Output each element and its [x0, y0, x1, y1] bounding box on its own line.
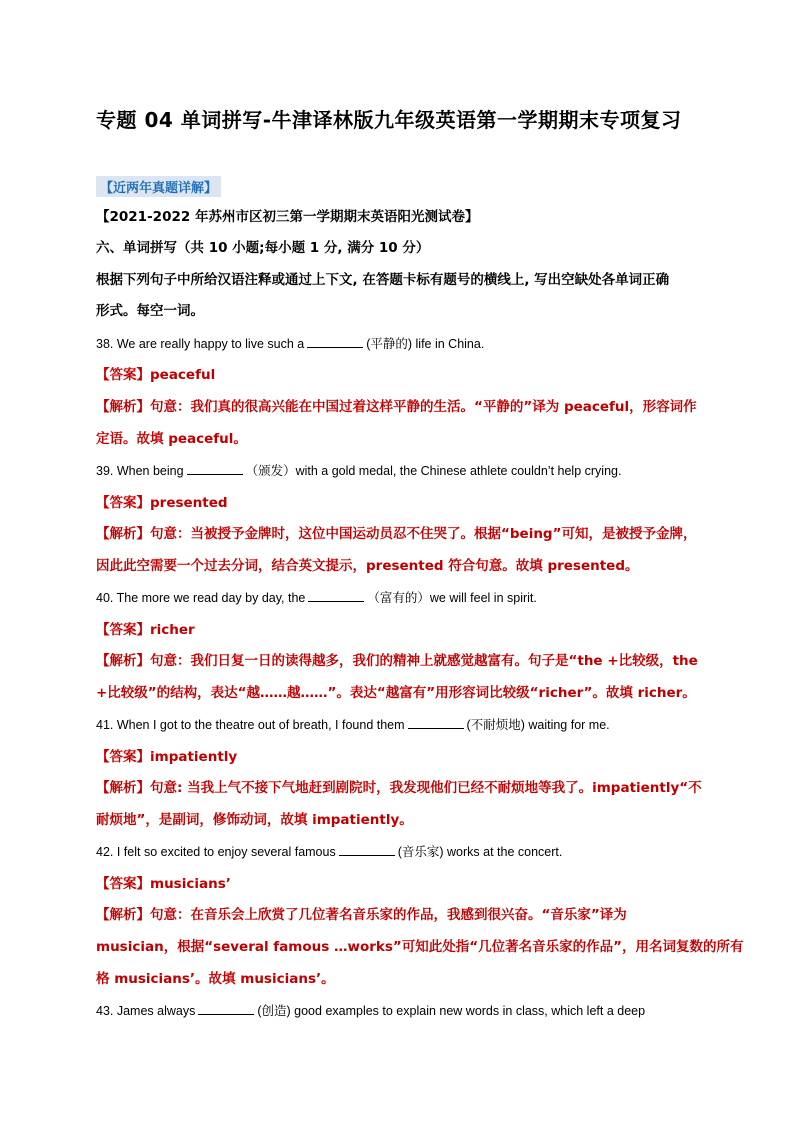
analysis-39-line-1: 【解析】句意：当被授予金牌时，这位中国运动员忍不住哭了。根据“being”可知，是被授予金牌，: [96, 526, 697, 542]
question-text-after: (创造) good examples to explain new words in class, which left a deep: [257, 1004, 646, 1018]
question-text-before: 38. We are really happy to live such a: [96, 337, 305, 351]
part-heading: 六、单词拼写（共 10 小题;每小题 1 分, 满分 10 分）: [96, 240, 430, 256]
question-text-after: （颁发）with a gold medal, the Chinese athlete couldn’t help crying.: [245, 464, 622, 478]
answer-blank: [187, 462, 243, 475]
analysis-40-line-1: 【解析】句意：我们日复一日的读得越多，我们的精神上就感觉越富有。句子是“the +比较级，the: [96, 653, 698, 669]
answer-38: 【答案】peaceful: [96, 367, 216, 383]
question-text-before: 42. I felt so excited to enjoy several famous: [96, 845, 336, 859]
document-title: 专题 04 单词拼写-牛津译林版九年级英语第一学期期末专项复习: [96, 108, 682, 132]
answer-blank: [308, 589, 364, 602]
analysis-38-line-1: 【解析】句意：我们真的很高兴能在中国过着这样平静的生活。“平静的”译为 peaceful，形容词作: [96, 399, 697, 415]
question-text-before: 41. When I got to the theatre out of breath, I found them: [96, 718, 405, 732]
answer-blank: [339, 843, 395, 856]
analysis-42-line-2: musician，根据“several famous …works”可知此处指“几位著名音乐家的作品”，用名词复数的所有: [96, 939, 744, 955]
question-text-after: (音乐家) works at the concert.: [397, 845, 563, 859]
question-text-before: 39. When being: [96, 464, 184, 478]
question-41: [96, 710, 708, 741]
answer-blank: [307, 335, 363, 348]
answer-41: 【答案】impatiently: [96, 749, 238, 765]
analysis-38-line-2: 定语。故填 peaceful。: [96, 431, 247, 447]
exam-title: 【2021-2022 年苏州市区初三第一学期期末英语阳光测试卷】: [96, 209, 479, 225]
question-42: [96, 837, 708, 868]
analysis-41-line-1: 【解析】句意: 当我上气不接下气地赶到剧院时，我发现他们已经不耐烦地等我了。impatiently“不: [96, 780, 702, 796]
instructions-line-1: 根据下列句子中所给汉语注释或通过上下文, 在答题卡标有题号的横线上, 写出空缺处各单词正确: [96, 272, 670, 288]
question-text-after: (平静的) life in China.: [366, 337, 485, 351]
answer-40: 【答案】richer: [96, 622, 195, 638]
question-text-after: (不耐烦地) waiting for me.: [466, 718, 610, 732]
question-text-before: 43. James always: [96, 1004, 196, 1018]
analysis-41-line-2: 耐烦地”，是副词，修饰动词，故填 impatiently。: [96, 812, 413, 828]
answer-42: 【答案】musicians’: [96, 876, 231, 892]
analysis-42-line-1: 【解析】句意：在音乐会上欣赏了几位著名音乐家的作品，我感到很兴奋。“音乐家”译为: [96, 907, 627, 923]
question-text-after: （富有的）we will feel in spirit.: [367, 591, 537, 605]
instructions-line-2: 形式。每空一词。: [96, 303, 204, 319]
analysis-40-line-2: +比较级”的结构，表达“越……越……”。表达“越富有”用形容词比较级“richer”。故填 richer。: [96, 685, 696, 701]
question-43: [96, 996, 708, 1027]
analysis-42-line-3: 格 musicians’。故填 musicians’。: [96, 971, 335, 987]
answer-39: 【答案】presented: [96, 495, 228, 511]
question-40: [96, 583, 708, 614]
answer-blank: [408, 716, 464, 729]
answer-blank: [198, 1002, 254, 1015]
question-38: [96, 329, 708, 360]
question-text-before: 40. The more we read day by day, the: [96, 591, 306, 605]
question-39: [96, 456, 708, 487]
section-tag: 【近两年真题详解】: [96, 176, 221, 197]
analysis-39-line-2: 因此此空需要一个过去分词，结合英文提示，presented 符合句意。故填 presented。: [96, 558, 639, 574]
